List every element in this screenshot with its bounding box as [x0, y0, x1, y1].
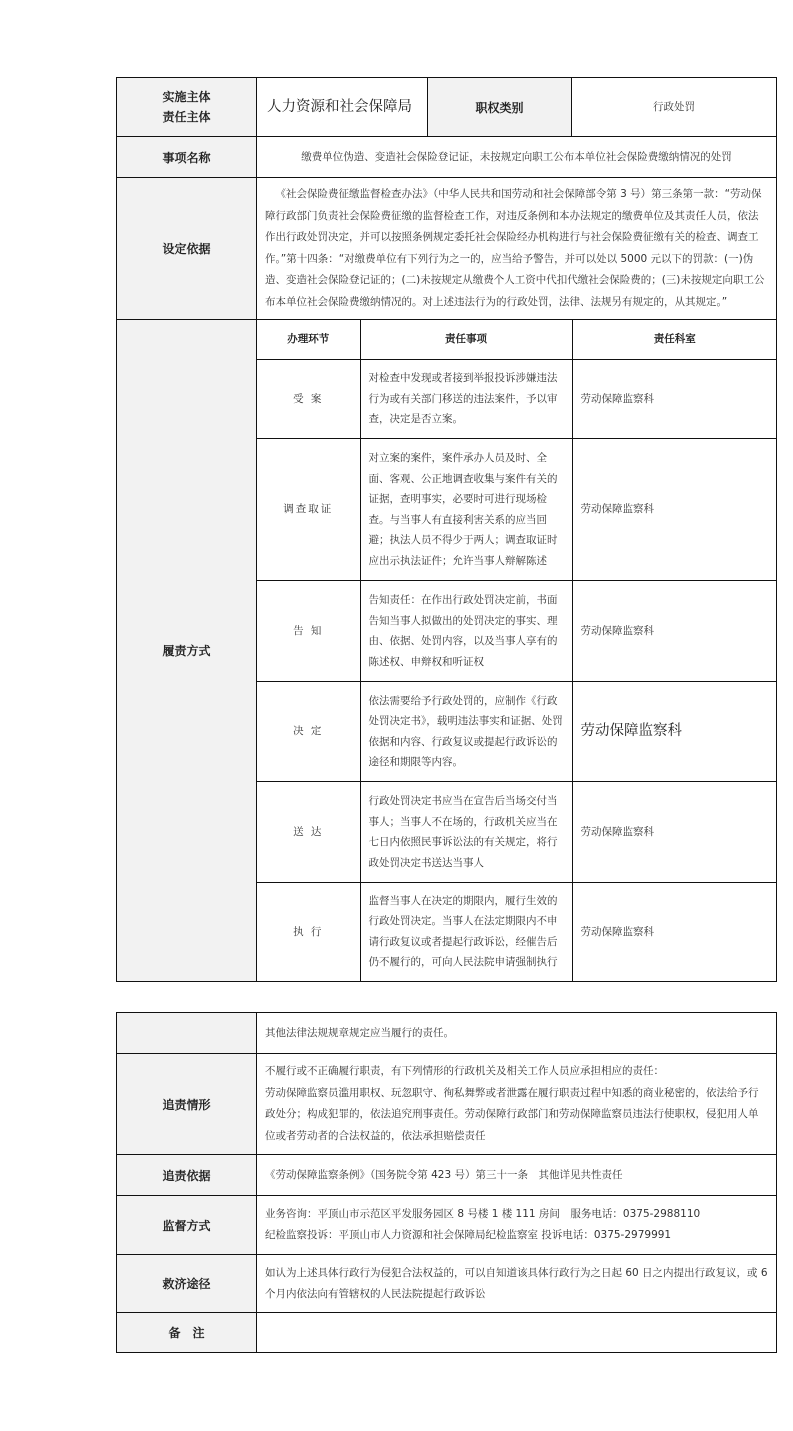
step-description: 行政处罚决定书应当在宣告后当场交付当事人；当事人不在场的，行政机关应当在七日内依照民事诉讼法的有关规定，将行政处罚决定书送达当事人 [360, 782, 572, 883]
legal-basis-value [257, 178, 777, 320]
label-remarks: 备 注 [117, 1313, 257, 1353]
header-responsibility: 责任事项 [360, 320, 572, 360]
row-duty-method [117, 320, 777, 982]
supervision-consult-line: 业务咨询：平顶山市示范区平发服务园区 8 号楼 1 楼 111 房间 服务电话：0375-2988110 [265, 1208, 701, 1220]
label-accountability-basis: 追责依据 [117, 1155, 257, 1196]
step-office: 劳动保障监察科 [572, 883, 777, 981]
accountability-value [257, 1054, 777, 1155]
authority-category-value: 行政处罚 [572, 78, 777, 137]
accountability-line-2: 劳动保障监察员滥用职权、玩忽职守、徇私舞弊或者泄露在履行职责过程中知悉的商业秘密的，依法给予行政处分；构成犯罪的，依法追究刑事责任。劳动保障行政部门和劳动保障监察员违法行使职权，侵犯用人单位或者劳动者的合法权益的，依法承担赔偿责任 [265, 1086, 759, 1142]
label-legal-basis: 设定依据 [117, 178, 257, 320]
label-implementing-subject: 实施主体 [162, 90, 211, 104]
step-office: 劳动保障监察科 [572, 439, 777, 581]
supervision-complaint-line: 纪检监察投诉：平顶山市人力资源和社会保障局纪检监察室 投诉电话：0375-2979991 [265, 1229, 672, 1241]
label-subject [117, 78, 257, 137]
row-accountability [117, 1054, 777, 1155]
row-remedy [117, 1255, 777, 1313]
duty-step-row [257, 439, 777, 581]
step-name: 决 定 [257, 682, 360, 782]
step-name: 告 知 [257, 581, 360, 682]
row-legal-basis [117, 178, 777, 320]
header-office: 责任科室 [572, 320, 777, 360]
step-description: 告知责任：在作出行政处罚决定前，书面告知当事人拟做出的处罚决定的事实、理由、依据、处罚内容，以及当事人享有的陈述权、申辩权和听证权 [360, 581, 572, 682]
step-name: 调查取证 [257, 439, 360, 581]
remarks-value [257, 1313, 777, 1353]
duty-steps-table [257, 320, 777, 981]
label-item-name: 事项名称 [117, 137, 257, 178]
other-duties-value: 其他法律法规规章规定应当履行的责任。 [257, 1013, 777, 1054]
duty-step-row [257, 782, 777, 883]
step-description: 对立案的案件，案件承办人员及时、全面、客观、公正地调查收集与案件有关的证据，查明事实，必要时可进行现场检查。与当事人有直接利害关系的应当回避；执法人员不得少于两人；调查取证时应出示执法证件；允许当事人辩解陈述 [360, 439, 572, 581]
step-name: 受 案 [257, 360, 360, 439]
duty-step-row [257, 682, 777, 782]
step-description: 监督当事人在决定的期限内，履行生效的行政处罚决定。当事人在法定期限内不申请行政复议或者提起行政诉讼，经催告后仍不履行的，可向人民法院申请强制执行 [360, 883, 572, 981]
step-description: 对检查中发现或者接到举报投诉涉嫌违法行为或有关部门移送的违法案件，予以审查，决定是否立案。 [360, 360, 572, 439]
row-other-duties [117, 1013, 777, 1054]
responsibility-table-accountability [116, 1012, 777, 1353]
label-responsible-subject: 责任主体 [162, 110, 211, 124]
label-authority-category: 职权类别 [428, 78, 572, 137]
duty-steps-cell [257, 320, 777, 982]
step-office: 劳动保障监察科 [572, 782, 777, 883]
label-empty [117, 1013, 257, 1054]
responsibility-table-main [116, 77, 777, 982]
row-item-name [117, 137, 777, 178]
subject-value: 人力资源和社会保障局 [257, 78, 428, 137]
legal-basis-text: 《社会保险费征缴监督检查办法》（中华人民共和国劳动和社会保障部令第 3 号）第三条第一款：“劳动保障行政部门负责社会保险费征缴的监督检查工作，对违反条例和本办法规定的缴费单位及其责任人员，依法作出行政处罚决定，并可以按照条例规定委托社会保险经办机构进行与社会保险费征缴有关的检查、调查工作。”第十四条：“对缴费单位有下列行为之一的，应当给予警告，并可以处以 5000 元以下的罚款：(一)伪造、变造社会保险登记证的；(二)未按规定从缴费个人工资中代扣代缴社会保险费的；(三)未按规定向职工公布本单位社会保险费缴纳情况的。对上述违法行为的行政处罚，法律、法规另有规定的，从其规定。” [265, 188, 765, 308]
item-name-value: 缴费单位伪造、变造社会保险登记证，未按规定向职工公布本单位社会保险费缴纳情况的处罚 [257, 137, 777, 178]
step-description: 依法需要给予行政处罚的，应制作《行政处罚决定书》，载明违法事实和证据、处罚依据和内容、行政复议或提起行政诉讼的途径和期限等内容。 [360, 682, 572, 782]
step-office: 劳动保障监察科 [572, 581, 777, 682]
step-name: 执 行 [257, 883, 360, 981]
accountability-basis-value: 《劳动保障监察条例》（国务院令第 423 号）第三十一条 其他详见共性责任 [257, 1155, 777, 1196]
label-remedy: 救济途径 [117, 1255, 257, 1313]
duty-step-row [257, 360, 777, 439]
step-office: 劳动保障监察科 [572, 360, 777, 439]
step-office: 劳动保障监察科 [572, 682, 777, 782]
row-accountability-basis [117, 1155, 777, 1196]
remedy-value: 如认为上述具体行政行为侵犯合法权益的，可以自知道该具体行政行为之日起 60 日之内提出行政复议，或 6 个月内依法向有管辖权的人民法院提起行政诉讼 [257, 1255, 777, 1313]
header-step: 办理环节 [257, 320, 360, 360]
accountability-line-1: 不履行或不正确履行职责，有下列情形的行政机关及相关工作人员应承担相应的责任： [265, 1065, 664, 1077]
duty-steps-header [257, 320, 777, 360]
supervision-value [257, 1196, 777, 1255]
label-accountability: 追责情形 [117, 1054, 257, 1155]
row-subject [117, 78, 777, 137]
row-remarks [117, 1313, 777, 1353]
duty-step-row [257, 581, 777, 682]
row-supervision [117, 1196, 777, 1255]
label-duty-method: 履责方式 [117, 320, 257, 982]
duty-step-row [257, 883, 777, 981]
label-supervision: 监督方式 [117, 1196, 257, 1255]
step-name: 送 达 [257, 782, 360, 883]
